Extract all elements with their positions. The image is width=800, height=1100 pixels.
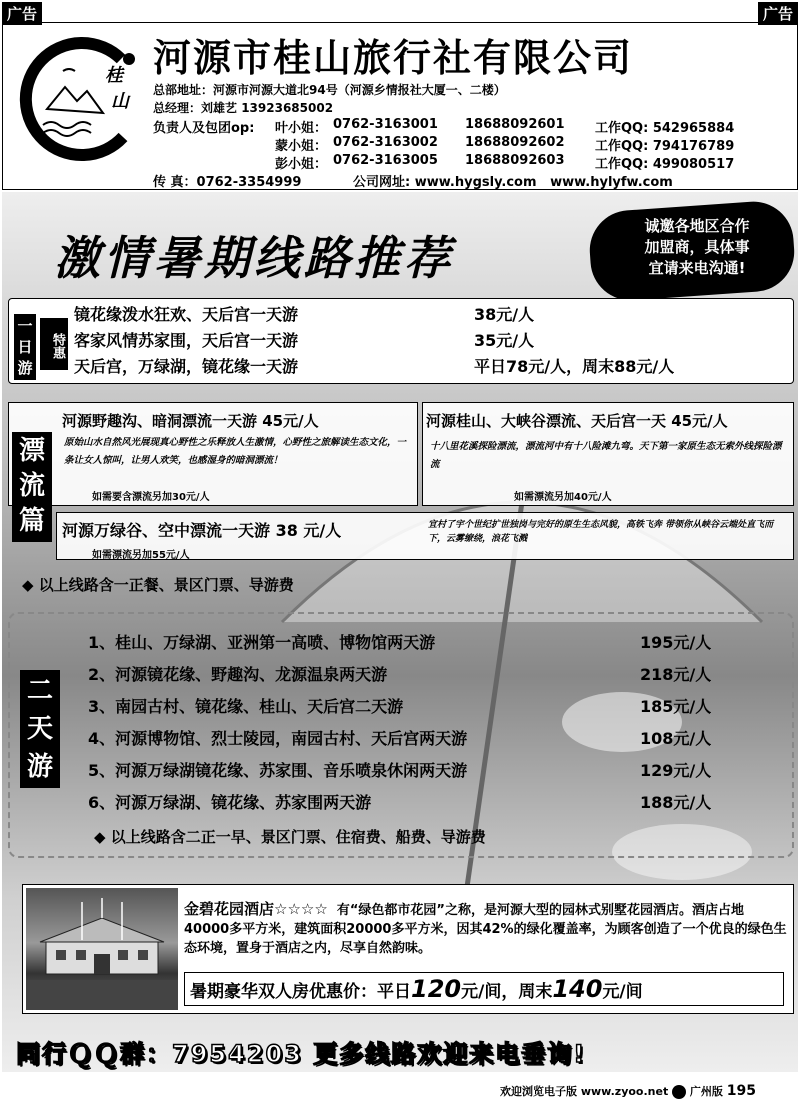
oneday-includes (22, 574, 294, 595)
twoday-route: 6、河源万绿湖、镜花缘、苏家围两天游 (88, 793, 372, 812)
contact-name: 叶小姐： (275, 121, 328, 136)
rafting-left-title: 河源野趣沟、暗洞漂流一天游 45元/人 (62, 412, 319, 430)
fax-row (153, 171, 301, 190)
manager: 刘雄艺 13923685002 (201, 101, 334, 115)
rafting-right-note: 如需漂流另加40元/人 (514, 492, 612, 503)
contact-mobile: 18688092601 (465, 117, 565, 132)
hotel-building-icon (26, 888, 178, 1010)
oneday-badge: 特惠 (40, 318, 68, 370)
rafting-right-desc: 十八里花溪探险漂流，漂流河中有十八险滩九弯。天下第一家原生态无索外线探险漂流 (430, 441, 782, 470)
burst-line: 宜请来电沟通! (648, 259, 746, 277)
hotel-unit-weekend: 元/间 (602, 982, 643, 1002)
fax: 0762-3354999 (196, 175, 302, 190)
company-name: 河源市桂山旅行社有限公司 (153, 36, 634, 80)
footer-logo-icon (672, 1085, 686, 1099)
twoday-includes-text: 以上线路含二正一早、景区门票、住宿费、船费、导游费 (110, 828, 486, 846)
rafting-label: 漂流篇 (12, 432, 52, 542)
oneday-route: 客家风情苏家围，天后宫一天游 (74, 331, 299, 350)
contact-name: 蒙小姐： (275, 139, 328, 154)
web-row (353, 171, 673, 190)
oneday-route: 天后宫，万绿湖，镜花缘一天游 (74, 357, 299, 376)
rafting-bottom-note: 如需漂流另加55元/人 (92, 550, 190, 561)
hotel-offer (190, 974, 643, 1007)
twoday-price: 188元/人 (640, 793, 712, 812)
burst-line: 加盟商，具体事 (644, 238, 750, 256)
twoday-label: 二天游 (20, 670, 60, 788)
manager-label: 总经理： (153, 101, 202, 115)
hotel-name: 金碧花园酒店☆☆☆☆ (184, 900, 328, 918)
footer-site[interactable]: www.zyoo.net (580, 1085, 669, 1098)
headline: 激情暑期线路推荐 (54, 231, 454, 285)
contact-tel: 0762-3163005 (333, 153, 438, 168)
manager-row (153, 99, 333, 116)
twoday-price: 195元/人 (640, 633, 712, 652)
diamond-icon: ◆ (22, 576, 39, 594)
diamond-icon: ◆ (94, 828, 111, 846)
qq-group-banner: 同行ＱＱ群：7954203 更多线路欢迎来电垂询! (16, 1040, 587, 1068)
rafting-bottom-desc: 宜村了宇个世纪扩世独岗与完好的原生生态风貌，高铁飞奔 带领你从峡谷云端处直飞而下，云雾缭绕，浪花飞溅 (428, 520, 774, 544)
web-link-1[interactable]: www.hygsly.com (414, 175, 537, 190)
oneday-price: 38元/人 (474, 305, 535, 324)
hotel-unit-weekday: 元/间，周末 (461, 982, 553, 1002)
footer-welcome: 欢迎浏览电子版 (500, 1085, 577, 1098)
contact-name: 彭小姐： (275, 157, 328, 172)
rafting-bottom-title: 河源万绿谷、空中漂流一天游 38 元/人 (62, 521, 342, 540)
hotel-photo (26, 888, 178, 1010)
twoday-price: 185元/人 (640, 697, 712, 716)
web-link-2[interactable]: www.hylyfw.com (550, 175, 673, 190)
contact-qq: 工作QQ: 499080517 (595, 157, 735, 172)
page-number: 195 (726, 1083, 756, 1099)
twoday-price: 218元/人 (640, 665, 712, 684)
twoday-route: 3、南园古村、镜花缘、桂山、天后宫二天游 (88, 697, 404, 716)
twoday-price: 108元/人 (640, 729, 712, 748)
logo-char-1: 桂 (105, 65, 123, 86)
contact-qq: 工作QQ: 542965884 (595, 121, 735, 136)
twoday-route: 1、桂山、万绿湖、亚洲第一高喷、博物馆两天游 (88, 633, 436, 652)
contacts-label: 负责人及包团op: (153, 121, 255, 136)
address-label: 总部地址： (153, 83, 214, 97)
footer-text (500, 1083, 756, 1099)
footer-edition: 广州版 (689, 1085, 723, 1098)
rafting-right-title: 河源桂山、大峡谷漂流、天后宫一天 45元/人 (426, 412, 728, 430)
hotel-weekend-price: 140 (552, 975, 603, 1003)
hotel-offer-label: 暑期豪华双人房优惠价：平日 (190, 982, 411, 1002)
twoday-price: 129元/人 (640, 761, 712, 780)
rafting-left-note: 如需要含漂流另加30元/人 (92, 492, 210, 503)
oneday-price: 平日78元/人，周末88元/人 (474, 357, 675, 376)
contact-qq: 工作QQ: 794176789 (595, 139, 735, 154)
oneday-includes-text: 以上线路含一正餐、景区门票、导游费 (38, 576, 294, 594)
contact-tel: 0762-3163002 (333, 135, 438, 150)
ad-tag-right: 广告 (758, 2, 798, 25)
twoday-route: 5、河源万绿湖镜花缘、苏家围、音乐喷泉休闲两天游 (88, 761, 468, 780)
twoday-route: 2、河源镜花缘、野趣沟、龙源温泉两天游 (88, 665, 388, 684)
burst-line: 诚邀各地区合作 (644, 217, 750, 235)
logo-char-2: 山 (111, 91, 129, 112)
rafting-left-desc: 原始山水自然风光展现真心野性之乐释放人生激情，心野性之旅解读生态文化，一条让女人惊叫，让男人欢笑，也感湿身的暗洞漂流！ (64, 437, 407, 466)
hotel-desc-block (184, 900, 788, 958)
burst-text (612, 216, 782, 279)
oneday-label: 一日游 (14, 314, 36, 380)
twoday-route: 4、河源博物馆、烈士陵园，南园古村、天后宫两天游 (88, 729, 468, 748)
hotel-weekday-price: 120 (411, 975, 462, 1003)
oneday-price: 35元/人 (474, 331, 535, 350)
contact-mobile: 18688092602 (465, 135, 565, 150)
twoday-includes (94, 826, 486, 847)
ad-tag-left: 广告 (2, 2, 42, 25)
oneday-route: 镜花缘泼水狂欢、天后宫一天游 (74, 305, 299, 324)
address-row (153, 81, 506, 98)
fax-label: 传 真： (153, 175, 197, 190)
contact-tel: 0762-3163001 (333, 117, 438, 132)
web-label: 公司网址: (353, 175, 411, 190)
hotel-desc: 有“绿色都市花园”之称，是河源大型的园林式别墅花园酒店。酒店占地40000多平方米，建筑面积20000多平方米，因其42%的绿化覆盖率，为顾客创造了一个优良的绿色生态环境，置身于酒店之内，尽享自然韵味。 (184, 903, 787, 956)
contact-mobile: 18688092603 (465, 153, 565, 168)
address: 河源市河源大道北94号（河源乡情报社大厦一、二楼） (213, 83, 506, 97)
company-header (2, 22, 798, 190)
